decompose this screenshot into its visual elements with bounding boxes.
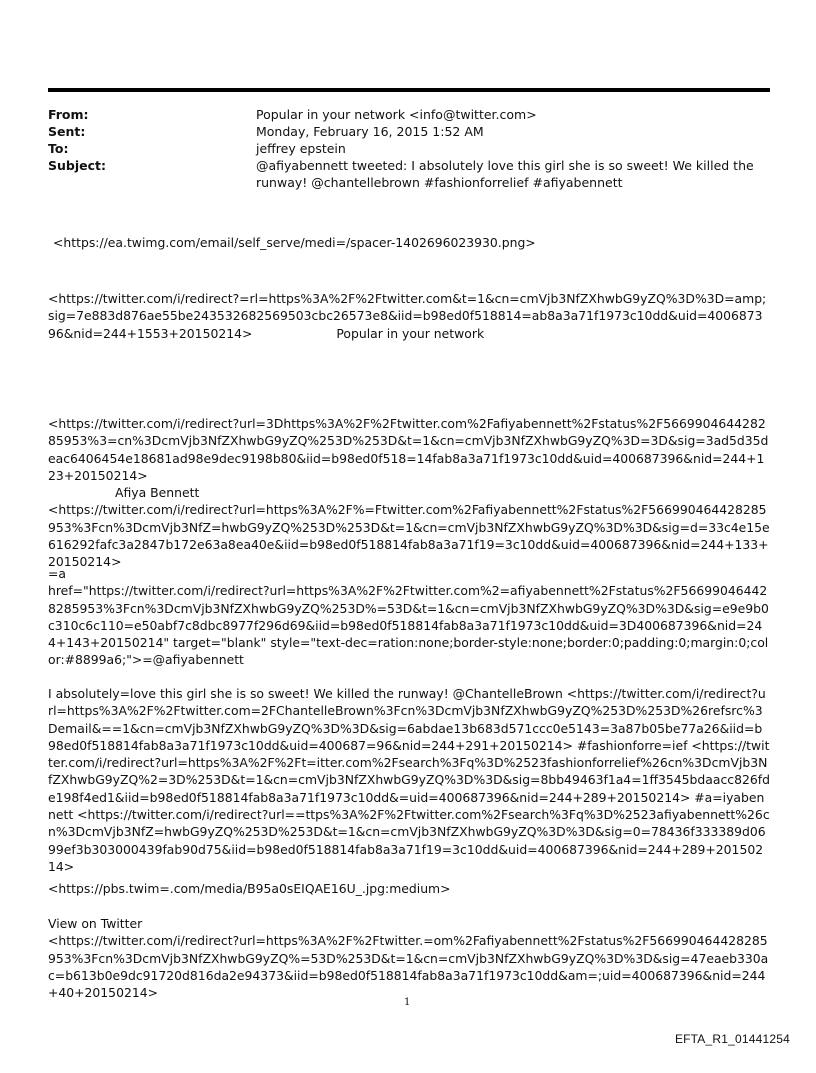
view-on-twitter-link[interactable]: View on Twitter [48, 916, 143, 931]
sent-row [48, 123, 770, 140]
view-on-twitter-block [48, 915, 770, 1001]
redirect-link-3[interactable]: <https://twitter.com/i/redirect?url=https%3A%2F%=Ftwitter.com%2Fafiyabennett%2Fstatus%2F566990464428285953%3Fcn%3DcmVjb3NfZ=hwbG9yZQ%253D%253D&t=1&cn=cmVjb3NfZXhwbG9yZQ%3D%3D&sig=d=33c4e15e616292fafc3a2847b172e63a8ea40e&iid=b98ed0f518814fab8a3a71f19=3c10dd&uid=400687396&nid=244+133+20150214> [48, 502, 770, 570]
anchor-prefix: =a [48, 566, 66, 581]
sent-label: Sent: [48, 124, 86, 139]
bates-number: EFTA_R1_01441254 [674, 1032, 790, 1046]
from-value: Popular in your network <info@twitter.com> [256, 107, 537, 122]
sent-value: Monday, February 16, 2015 1:52 AM [256, 124, 484, 139]
author-name: Afiya Bennett [115, 485, 200, 501]
subject-value: @afiyabennett tweeted: I absolutely love this girl she is so sweet! We killed the runway! @chantellebrown #fashionforrelief #afiyabennett [256, 158, 754, 190]
media-url[interactable]: <https://pbs.twim=.com/media/B95a0sEIQAE16U_.jpg:medium> [48, 881, 451, 896]
email-header [48, 106, 770, 191]
to-value: jeffrey epstein [256, 141, 346, 156]
anchor-href: href="https://twitter.com/i/redirect?url=https%3A%2F%2Ftwitter.com%2=afiyabennett%2Fstatus%2F566990464428285953%3Fcn%3DcmVjb3NfZXhwbG9yZQ%253D%=53D&t=1&cn=cmVjb3NfZXhwbG9yZQ%3D%3D&sig=e9e9b0c310c6c110=e50abf7c8dbc8977f296d69&iid=b98ed0f518814fab8a3a71f1973c10dd&uid=3D400687396&nid=244+143+20150214" target="blank" style="text-dec=ration:none;border-style:none;border:0;padding:0;margin:0;color:#8899a6;">=@afiyabennett [48, 583, 769, 668]
redirect-link-1[interactable]: <https://twitter.com/i/redirect?=rl=https%3A%2F%2Ftwitter.com&t=1&cn=cmVjb3NfZXhwbG9yZQ%3D%3D=amp;sig=7e883d876ae55be243532682569503cbc26573e8&iid=b98ed0f518814=ab8a3a71f1973c10dd&uid=400687396&nid=244+1553+20150214> [48, 291, 767, 341]
from-label: From: [48, 107, 89, 122]
top-rule [48, 88, 770, 92]
email-page [48, 0, 770, 1073]
page-number: 1 [404, 997, 411, 1008]
network-title: Popular in your network [336, 325, 485, 341]
subject-label: Subject: [48, 158, 106, 173]
to-row [48, 140, 770, 157]
redirect-link-2[interactable]: <https://twitter.com/i/redirect?url=3Dhttps%3A%2F%2Ftwitter.com%2Fafiyabennett%2Fstatus%2F566990464428285953%3=cn%3DcmVjb3NfZXhwbG9yZQ%253D%253D&t=1&cn=cmVjb3NfZXhwbG9yZQ%3D=3D&sig=3ad5d35deac6406454e18681ad98e9dec9198b80&iid=b98ed0f518=14fab8a3a71f1973c10dd&uid=400687396&nid=244+123+20150214> [48, 416, 769, 483]
redirect-block-1 [48, 290, 770, 342]
subject-row [48, 157, 770, 191]
anchor-markup-block [48, 565, 770, 669]
spacer-image-url: <https://ea.twimg.com/email/self_serve/medi=/spacer-1402696023930.png> [53, 235, 536, 250]
from-row [48, 106, 770, 123]
tweet-header-block [48, 415, 770, 571]
tweet-text: I absolutely=love this girl she is so sweet! We killed the runway! @ChantelleBrown <https://twitter.com/i/redirect?url=https%3A%2F%2Ftwitter.com=2FChantelleBrown%3Fcn%3DcmVjb3NfZXhwbG9yZQ%253D%253D%26refsrc%3Demail&==1&cn=cmVjb3NfZXhwbG9yZQ%3D%3D&sig=6abdae13b683d571ccc0e5143=3a87b05be77a26&iid=b98ed0f518814fab8a3a71f1973c10dd&uid=400687=96&nid=244+291+20150214> #fashionforre=ief <https://twitter.com/i/redirect?url=https%3A%2F%2Ft=itter.com%2Fsearch%3Fq%3D%2523fashionforrelief%26cn%3DcmVjb3NfZXhwbG9yZQ%2=3D%253D&t=1&cn=cmVjb3NfZXhwbG9yZQ%3D%3D&sig=8bb49463f1a4=1ff3545bdaacc826fde198f4ed1&iid=b98ed0f518814fab8a3a71f1973c10dd&=uid=400687396&nid=244+289+20150214> #a=iyabennett <https://twitter.com/i/redirect?url==ttps%3A%2F%2Ftwitter.com%2Fsearch%3Fq%3D%2523afiyabennett%26cn%3DcmVjb3NfZ=hwbG9yZQ%253D%253D&t=1&cn=cmVjb3NfZXhwbG9yZQ%3D%3D&sig=0=78436f333389d0699ef3b303000439fab90d75&iid=b98ed0f518814fab8a3a71f19=3c10dd&uid=400687396&nid=244+289+20150214> [48, 686, 770, 874]
to-label: To: [48, 141, 69, 156]
redirect-link-4[interactable]: <https://twitter.com/i/redirect?url=https%3A%2F%2Ftwitter.=om%2Fafiyabennett%2Fstatus%2F566990464428285953%3Fcn%3DcmVjb3NfZXhwbG9yZQ%=53D%253D&t=1&cn=cmVjb3NfZXhwbG9yZQ%3D%3D&sig=47eaeb330ac=b613b0e9dc91720d816da2e94373&iid=b98ed0f518814fab8a3a71f1973c10dd&am=;uid=400687396&nid=244+40+20150214> [48, 933, 769, 1001]
